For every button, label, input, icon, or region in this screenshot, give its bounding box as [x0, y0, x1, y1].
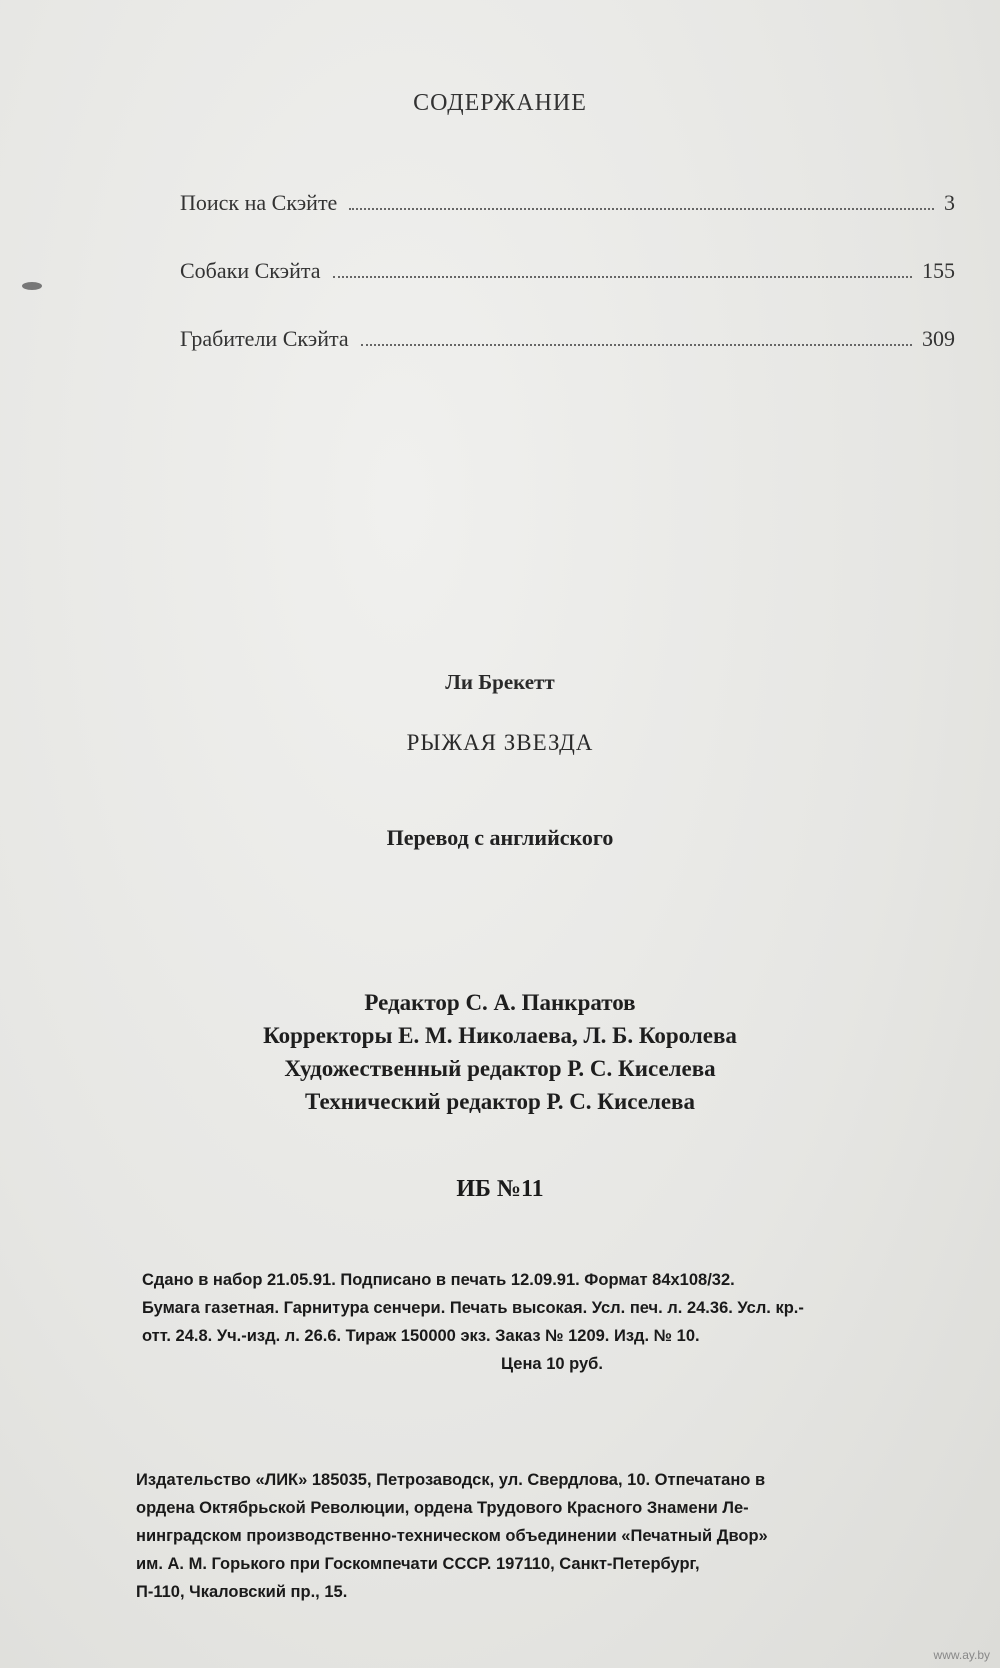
toc-entry-page: 155	[922, 258, 955, 283]
toc-entry	[180, 190, 955, 258]
contents-heading: СОДЕРЖАНИЕ	[413, 90, 587, 116]
ink-smudge	[22, 282, 42, 290]
credit-line: Редактор С. А. Панкратов	[364, 990, 636, 1015]
toc-entry-title: Собаки Скэйта	[180, 258, 321, 283]
print-info-line: Сдано в набор 21.05.91. Подписано в печать 12.09.91. Формат 84x108/32.	[142, 1271, 735, 1289]
toc-entry-page: 3	[944, 190, 955, 215]
publisher-line: нинградском производственно-техническом объединении «Печатный Двор»	[136, 1527, 768, 1545]
credit-line: Корректоры Е. М. Николаева, Л. Б. Королева	[263, 1023, 737, 1048]
toc-entry-title: Грабители Скэйта	[180, 326, 349, 351]
print-info-block	[142, 1266, 962, 1378]
toc-entry	[180, 258, 955, 326]
credit-line: Художественный редактор Р. С. Киселева	[284, 1056, 716, 1081]
credits-block	[0, 986, 1000, 1118]
toc-entry-title: Поиск на Скэйте	[180, 190, 338, 215]
ib-number: ИБ №11	[456, 1176, 544, 1202]
toc-leader-dots	[361, 344, 912, 346]
publisher-line: П-110, Чкаловский пр., 15.	[136, 1583, 348, 1601]
publisher-line: им. А. М. Горького при Госкомпечати СССР. 197110, Санкт-Петербург,	[136, 1555, 700, 1573]
toc-entry	[180, 326, 955, 394]
publisher-block	[136, 1466, 966, 1606]
author-name: Ли Брекетт	[445, 670, 555, 694]
price-line: Цена 10 руб.	[501, 1355, 603, 1373]
toc-leader-dots	[333, 276, 912, 278]
print-info-line: Бумага газетная. Гарнитура сенчери. Печать высокая. Усл. печ. л. 24.36. Усл. кр.-	[142, 1299, 804, 1317]
credit-line: Технический редактор Р. С. Киселева	[305, 1089, 695, 1114]
print-info-line: отт. 24.8. Уч.-изд. л. 26.6. Тираж 150000 экз. Заказ № 1209. Изд. № 10.	[142, 1327, 700, 1345]
translation-note: Перевод с английского	[386, 825, 614, 850]
toc-entry-page: 309	[922, 326, 955, 351]
publisher-line: Издательство «ЛИК» 185035, Петрозаводск, ул. Свердлова, 10. Отпечатано в	[136, 1471, 766, 1489]
table-of-contents	[180, 190, 955, 394]
site-watermark: www.ay.by	[933, 1648, 990, 1662]
publisher-line: ордена Октябрьской Революции, ордена Трудового Красного Знамени Ле-	[136, 1499, 749, 1517]
toc-leader-dots	[349, 208, 934, 210]
book-title: РЫЖАЯ ЗВЕЗДА	[406, 730, 594, 755]
